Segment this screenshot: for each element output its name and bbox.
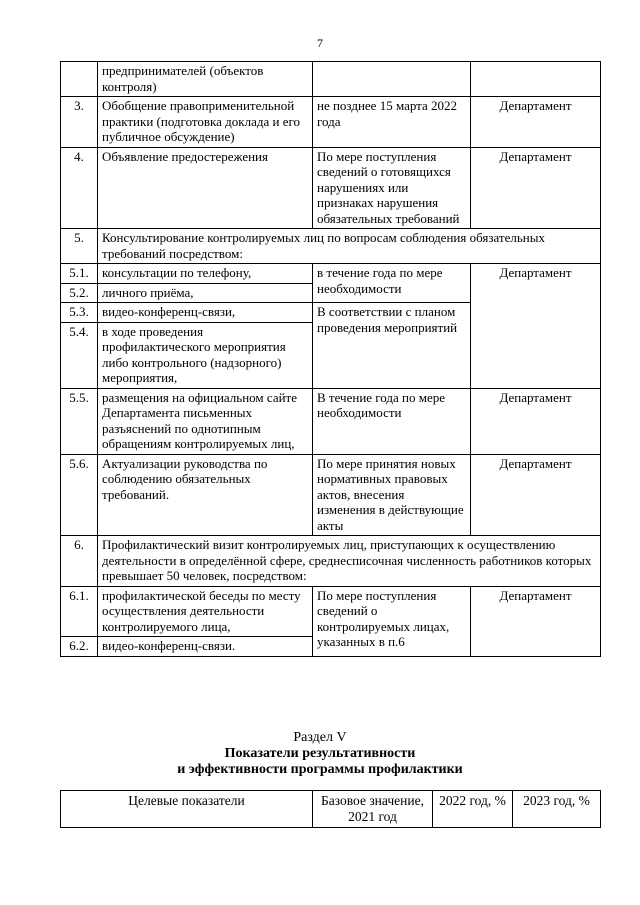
table-row xyxy=(61,229,601,264)
row-number: 5.3. xyxy=(61,303,98,323)
measure-cell: профилактической беседы по месту осуществления деятельности контролируемого лица, xyxy=(98,586,313,637)
table-row xyxy=(61,388,601,454)
column-header: 2022 год, % xyxy=(433,791,513,828)
section-heading xyxy=(0,730,640,778)
measure-cell: Профилактический визит контролируемых лиц, приступающих к осуществлению деятельности в определённой сфере, среднесписочная численность работников которых превышает 50 человек, посредством: xyxy=(98,536,601,587)
table-row xyxy=(61,454,601,536)
measure-cell: консультации по телефону, xyxy=(98,264,313,284)
measure-cell: личного приёма, xyxy=(98,283,313,303)
table-row xyxy=(61,62,601,97)
row-number: 5.2. xyxy=(61,283,98,303)
responsible-cell: Департамент xyxy=(471,388,601,454)
row-number: 6. xyxy=(61,536,98,587)
table-header-row xyxy=(61,791,601,828)
row-number: 5.1. xyxy=(61,264,98,284)
measure-cell: Объявление предостережения xyxy=(98,147,313,229)
measure-cell: видео-конференц-связи, xyxy=(98,303,313,323)
section-label: Раздел V xyxy=(293,730,347,745)
indicators-table xyxy=(60,790,601,828)
responsible-cell: Департамент xyxy=(471,454,601,536)
row-number: 6.1. xyxy=(61,586,98,637)
measure-cell: Актуализации руководства по соблюдению обязательных требований. xyxy=(98,454,313,536)
table-row xyxy=(61,264,601,284)
deadline-cell: не позднее 15 марта 2022 года xyxy=(313,97,471,148)
section-title-line2: и эффективности программы профилактики xyxy=(177,762,463,777)
measure-cell: размещения на официальном сайте Департамента письменных разъяснений по однотипным обращениям контролируемых лиц, xyxy=(98,388,313,454)
responsible-cell: Департамент xyxy=(471,147,601,229)
deadline-cell: По мере поступления сведений о контролируемых лицах, указанных в п.6 xyxy=(313,586,471,656)
responsible-cell: Департамент xyxy=(471,97,601,148)
row-number: 5.4. xyxy=(61,322,98,388)
table-row xyxy=(61,97,601,148)
row-number: 5.5. xyxy=(61,388,98,454)
column-header: 2023 год, % xyxy=(513,791,601,828)
column-header: Базовое значение, 2021 год xyxy=(313,791,433,828)
deadline-cell: В соответствии с планом проведения мероприятий xyxy=(313,303,471,389)
table-row xyxy=(61,536,601,587)
column-header: Целевые показатели xyxy=(61,791,313,828)
row-number: 4. xyxy=(61,147,98,229)
row-number xyxy=(61,62,98,97)
deadline-cell: В течение года по мере необходимости xyxy=(313,388,471,454)
row-number: 6.2. xyxy=(61,637,98,657)
prevention-plan-table xyxy=(60,61,601,657)
measure-cell: видео-конференц-связи. xyxy=(98,637,313,657)
table-row xyxy=(61,586,601,637)
measure-cell: Консультирование контролируемых лиц по вопросам соблюдения обязательных требований посредством: xyxy=(98,229,601,264)
measure-cell: предпринимателей (объектов контроля) xyxy=(98,62,313,97)
measure-cell: в ходе проведения профилактического мероприятия либо контрольного (надзорного) мероприятия, xyxy=(98,322,313,388)
deadline-cell: в течение года по мере необходимости xyxy=(313,264,471,303)
responsible-cell xyxy=(471,62,601,97)
table-row xyxy=(61,147,601,229)
row-number: 5. xyxy=(61,229,98,264)
deadline-cell: По мере поступления сведений о готовящихся нарушениях или признаках нарушения обязательных требований xyxy=(313,147,471,229)
deadline-cell: По мере принятия новых нормативных правовых актов, внесения изменения в действующие акты xyxy=(313,454,471,536)
responsible-cell: Департамент xyxy=(471,264,601,389)
row-number: 5.6. xyxy=(61,454,98,536)
row-number: 3. xyxy=(61,97,98,148)
deadline-cell xyxy=(313,62,471,97)
responsible-cell: Департамент xyxy=(471,586,601,656)
measure-cell: Обобщение правоприменительной практики (подготовка доклада и его публичное обсуждение) xyxy=(98,97,313,148)
section-title-line1: Показатели результативности xyxy=(224,746,416,761)
page-number: 7 xyxy=(317,36,323,50)
